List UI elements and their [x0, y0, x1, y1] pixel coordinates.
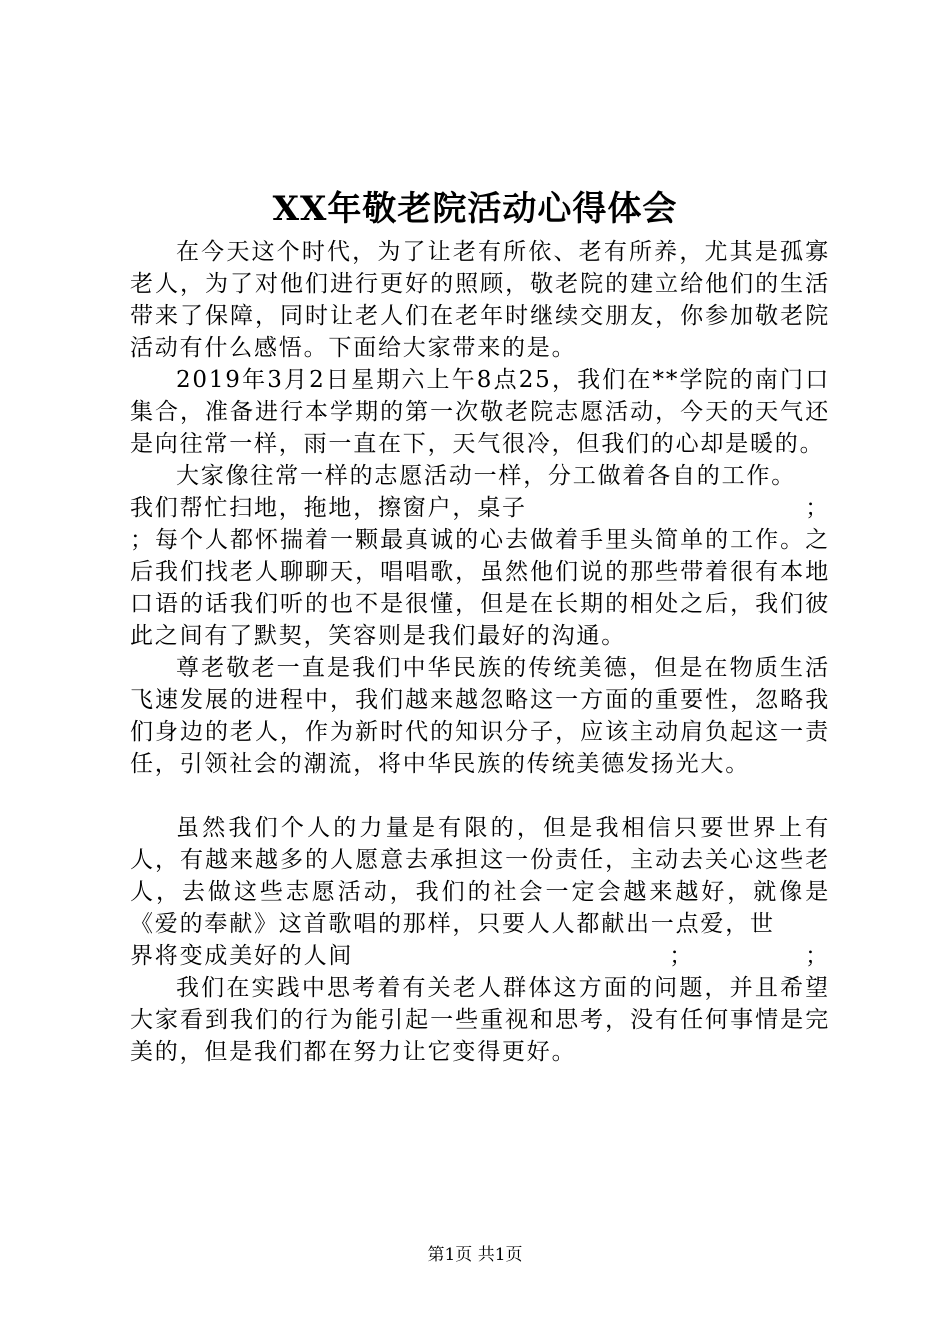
paragraph-strength: 虽然我们个人的力量是有限的，但是我相信只要世界上有人，有越来越多的人愿意去承担这一份责任，主动去关心这些老人，去做这些志愿活动，我们的社会一定会越来越好，就像是《爱的奉献》这首歌唱的那样，只要人人都献出一点爱，世	[130, 815, 830, 937]
work-line-text: 我们帮忙扫地，拖地，擦窗户，桌子	[130, 495, 527, 521]
strength-end-semicolon-1: ；	[669, 943, 695, 969]
paragraph-date: 2019年3月2日星期六上午8点25，我们在**学院的南门口集合，准备进行本学期的第一次敬老院志愿活动，今天的天气还是向往常一样，雨一直在下，天气很冷，但我们的心却是暖的。	[130, 367, 830, 457]
document-body	[130, 236, 830, 1068]
paragraph-work-line	[130, 492, 830, 524]
paragraph-work-continued: ；每个人都怀揣着一颗最真诚的心去做着手里头简单的工作。之后我们找老人聊聊天，唱唱歌，虽然他们说的那些带着很有本地口语的话我们听的也不是很懂，但是在长期的相处之后，我们彼此之间有了默契，笑容则是我们最好的沟通。	[130, 527, 830, 649]
page-footer: 第1页 共1页	[427, 1245, 523, 1265]
paragraph-tradition: 尊老敬老一直是我们中华民族的传统美德，但是在物质生活飞速发展的进程中，我们越来越忽略这一方面的重要性，忽略我们身边的老人，作为新时代的知识分子，应该主动肩负起这一责任，引领社会的潮流，将中华民族的传统美德发扬光大。	[130, 655, 830, 777]
strength-end-text: 界将变成美好的人间	[130, 943, 354, 969]
strength-end-semicolon-2: ；	[805, 943, 830, 969]
work-line-semicolon: ；	[805, 495, 830, 521]
paragraph-work-start: 大家像往常一样的志愿活动一样，分工做着各自的工作。	[176, 463, 796, 489]
paragraph-strength-end	[130, 940, 830, 972]
paragraph-intro: 在今天这个时代，为了让老有所依、老有所养，尤其是孤寡老人，为了对他们进行更好的照顾，敬老院的建立给他们的生活带来了保障，同时让老人们在老年时继续交朋友，你参加敬老院活动有什么感悟。下面给大家带来的是。	[130, 239, 830, 361]
document-title: XX年敬老院活动心得体会	[272, 189, 678, 229]
paragraph-conclusion: 我们在实践中思考着有关老人群体这方面的问题，并且希望大家看到我们的行为能引起一些重视和思考，没有任何事情是完美的，但是我们都在努力让它变得更好。	[130, 975, 830, 1065]
